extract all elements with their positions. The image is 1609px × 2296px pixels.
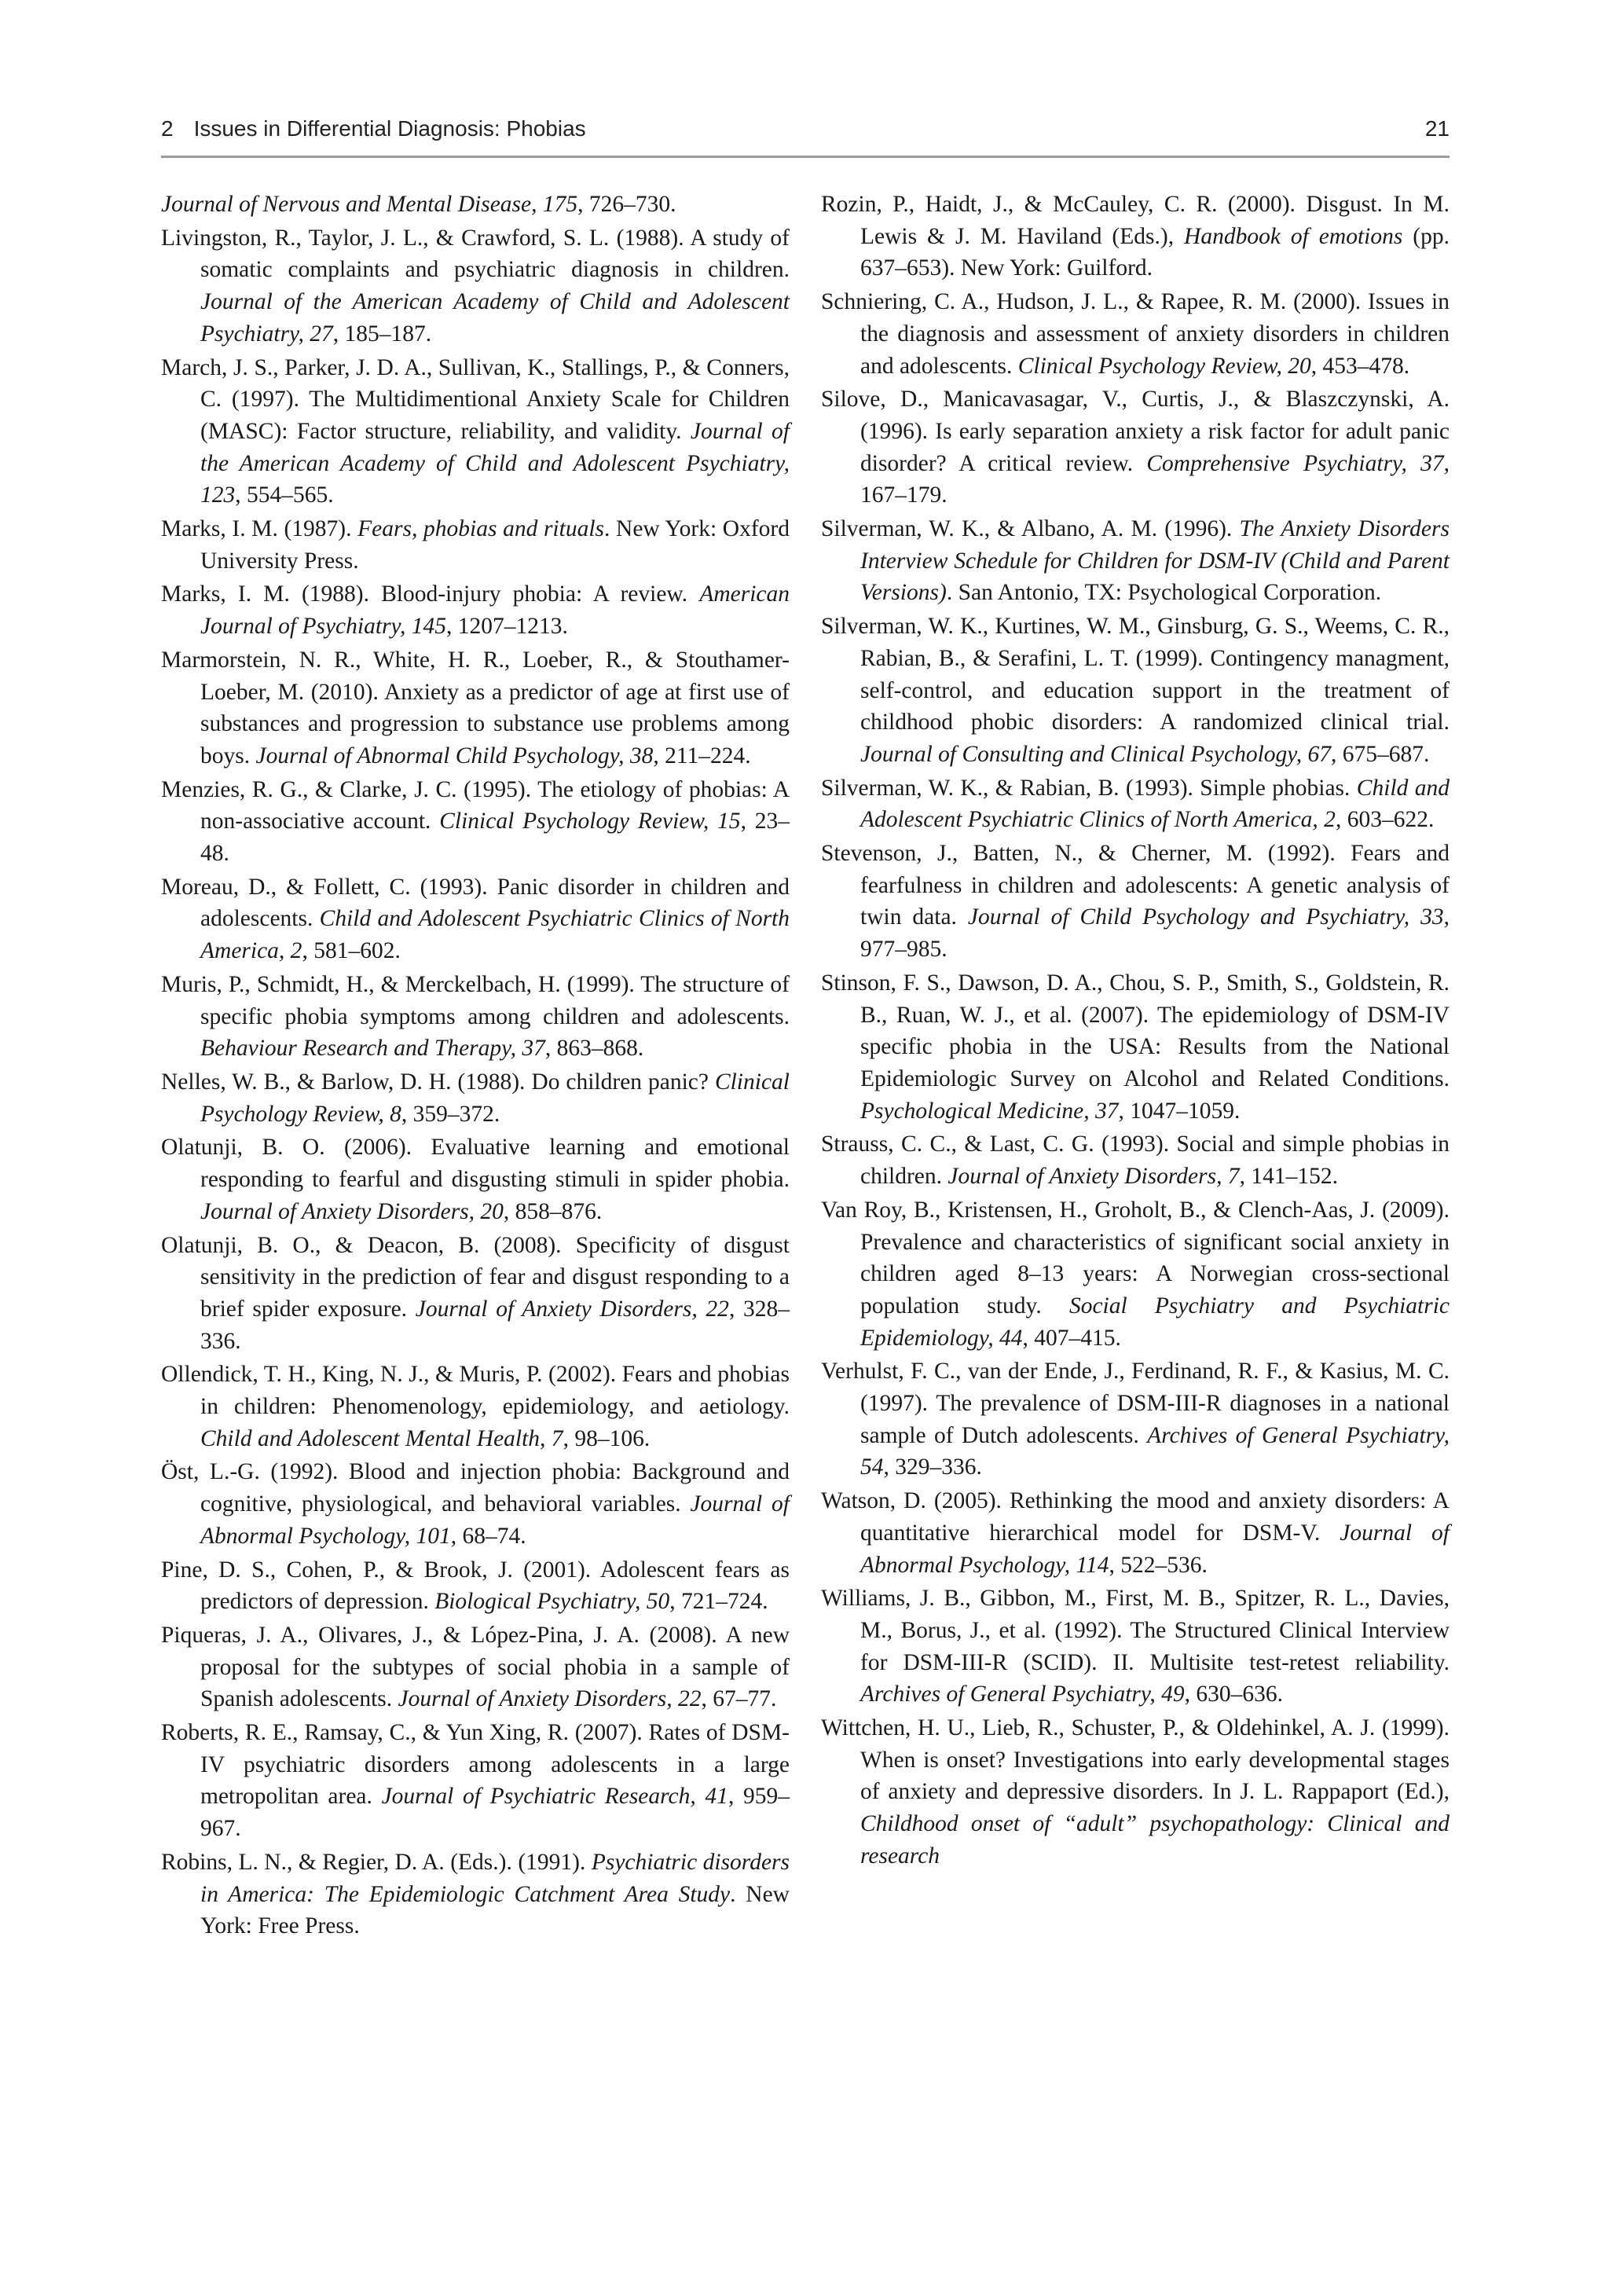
reference-source-italic: Journal of Anxiety Disorders, 20 — [200, 1198, 504, 1224]
reference-entry — [821, 513, 1450, 609]
reference-text: , 329–336. — [883, 1454, 982, 1480]
reference-entry — [821, 1712, 1450, 1872]
reference-text: , 1047–1059. — [1118, 1098, 1241, 1124]
reference-text: Verhulst, F. C., van der Ende, J., Ferdinand, R. F., & Kasius, M. C. (1997). The prevalence of DSM-III-R diagnoses in a national sample of Dutch adolescents. — [821, 1359, 1450, 1448]
reference-text: . New York: Oxford University Press. — [200, 516, 790, 574]
reference-entry — [821, 611, 1450, 771]
reference-entry — [821, 383, 1450, 512]
reference-source-italic: The Anxiety Disorders Interview Schedule for Children for DSM-IV (Child and Parent Versions) — [860, 516, 1450, 606]
reference-entry — [161, 578, 790, 642]
reference-text: Muris, P., Schmidt, H., & Merckelbach, H. (1999). The structure of specific phobia symptoms among children and adolescents. — [161, 971, 790, 1029]
reference-source-italic: Clinical Psychology Review, 15 — [439, 809, 741, 834]
reference-source-italic: Comprehensive Psychiatry, 37 — [1146, 450, 1444, 476]
reference-text: Silverman, W. K., Kurtines, W. M., Ginsburg, G. S., Weems, C. R., Rabian, B., & Serafini, L. T. (1999). Contingency managment, self-control, and education support in the treatment of childhood phobic disorders: A randomized clinical trial. — [821, 614, 1450, 735]
reference-text: , 630–636. — [1184, 1682, 1284, 1707]
reference-source-italic: Journal of Anxiety Disorders, 7 — [947, 1164, 1240, 1190]
reference-text: , 167–179. — [860, 450, 1450, 508]
reference-text: , 554–565. — [235, 482, 334, 508]
reference-text: Pine, D. S., Cohen, P., & Brook, J. (2001). Adolescent fears as predictors of depression. — [161, 1557, 790, 1615]
reference-text: . San Antonio, TX: Psychological Corporation. — [946, 580, 1382, 606]
reference-text: , 453–478. — [1310, 353, 1410, 379]
reference-source-italic: Journal of Nervous and Mental Disease, 175 — [161, 192, 578, 217]
reference-source-italic: Archives of General Psychiatry, 49 — [860, 1682, 1185, 1707]
reference-entry — [161, 222, 790, 350]
reference-text: March, J. S., Parker, J. D. A., Sullivan, K., Stallings, P., & Conners, C. (1997). The Multidimentional Anxiety Scale for Children (MASC): Factor structure, reliability, and validity. — [161, 354, 790, 444]
reference-source-italic: Behaviour Research and Therapy, 37 — [200, 1036, 545, 1062]
reference-source-italic: Social Psychiatry and Psychiatric Epidemiology, 44 — [860, 1293, 1450, 1351]
reference-text: Marks, I. M. (1988). Blood-injury phobia: A review. — [161, 581, 700, 607]
reference-text: Moreau, D., & Follett, C. (1993). Panic disorder in children and adolescents. — [161, 874, 790, 932]
reference-text: Van Roy, B., Kristensen, H., Groholt, B., & Clench-Aas, J. (2009). Prevalence and characteristics of significant social anxiety in children aged 8–13 years: A Norwegian cross-sectional population study. — [821, 1197, 1450, 1319]
reference-entry — [821, 1485, 1450, 1581]
reference-source-italic: Journal of Abnormal Child Psychology, 38 — [255, 743, 654, 768]
references-right-column — [821, 189, 1450, 1874]
reference-entry — [821, 967, 1450, 1128]
reference-text: Livingston, R., Taylor, J. L., & Crawford, S. L. (1988). A study of somatic complaints and psychiatric diagnosis in children. — [161, 225, 790, 283]
reference-source-italic: Child and Adolescent Mental Health, 7 — [200, 1425, 563, 1451]
reference-entry — [161, 644, 790, 772]
reference-source-italic: Child and Adolescent Psychiatric Clinics of North America, 2 — [200, 906, 790, 964]
references-left-column — [161, 189, 790, 1944]
reference-text: Marmorstein, N. R., White, H. R., Loeber, R., & Stouthamer-Loeber, M. (2010). Anxiety as a predictor of age at first use of substances and progression to substance use problems among boys. — [161, 647, 790, 768]
reference-source-italic: Journal of Abnormal Psychology, 101 — [200, 1491, 790, 1549]
page-number: 21 — [1424, 116, 1450, 141]
reference-source-italic: Handbook of emotions — [1184, 223, 1403, 249]
reference-source-italic: Fears, phobias and rituals — [357, 516, 605, 542]
reference-entry — [161, 1619, 790, 1715]
reference-text: Williams, J. B., Gibbon, M., First, M. B., Spitzer, R. L., Davies, M., Borus, J., et al. (1992). The Structured Clinical Interview for DSM-III-R (SCID). II. Multisite test-retest reliability. — [821, 1586, 1450, 1675]
reference-text: Silverman, W. K., & Albano, A. M. (1996). — [821, 516, 1240, 542]
reference-entry — [821, 1194, 1450, 1355]
reference-source-italic: Journal of the American Academy of Child and Adolescent Psychiatry, 123 — [200, 418, 790, 508]
reference-entry — [161, 352, 790, 512]
reference-source-italic: Journal of the American Academy of Child and Adolescent Psychiatry, 27 — [200, 289, 790, 347]
reference-text: Stevenson, J., Batten, N., & Cherner, M. (1992). Fears and fearfulness in children and adolescents: A genetic analysis of twin data. — [821, 841, 1450, 930]
reference-text: , 977–985. — [860, 904, 1450, 963]
reference-text: , 858–876. — [503, 1198, 603, 1224]
reference-entry — [821, 286, 1450, 382]
reference-text: Strauss, C. C., & Last, C. G. (1993). Social and simple phobias in children. — [821, 1131, 1450, 1190]
reference-text: Menzies, R. G., & Clarke, J. C. (1995). The etiology of phobias: A non-associative account. — [161, 776, 790, 834]
reference-source-italic: Journal of Child Psychology and Psychiatry, 33 — [967, 904, 1444, 930]
header-rule — [161, 156, 1450, 158]
reference-entry — [161, 871, 790, 967]
reference-text: Marks, I. M. (1987). — [161, 516, 358, 542]
reference-text: (pp. 637–653). New York: Guilford. — [860, 223, 1450, 281]
reference-source-italic: Psychological Medicine, 37 — [860, 1098, 1119, 1124]
reference-source-italic: Journal of Psychiatric Research, 41 — [381, 1784, 728, 1810]
reference-text: , 359–372. — [401, 1101, 500, 1127]
reference-entry — [161, 1359, 790, 1454]
reference-source-italic: Biological Psychiatry, 50 — [434, 1589, 670, 1615]
running-header-left — [161, 116, 586, 141]
reference-entry — [161, 1066, 790, 1130]
reference-entry — [161, 1717, 790, 1845]
reference-text: Silverman, W. K., & Rabian, B. (1993). Simple phobias. — [821, 775, 1357, 801]
reference-text: , 211–224. — [653, 743, 751, 768]
reference-source-italic: American Journal of Psychiatry, 145 — [200, 581, 790, 640]
reference-entry — [161, 969, 790, 1065]
reference-text: Olatunji, B. O., & Deacon, B. (2008). Specificity of disgust sensitivity in the prediction of fear and disgust responding to a brief spider exposure. — [161, 1232, 790, 1322]
chapter-number: 2 — [161, 116, 174, 141]
reference-text: Nelles, W. B., & Barlow, D. H. (1988). Do children panic? — [161, 1069, 715, 1095]
reference-source-italic: Archives of General Psychiatry, 54 — [860, 1422, 1450, 1480]
reference-text: Olatunji, B. O. (2006). Evaluative learning and emotional responding to fearful and disgusting stimuli in spider phobia. — [161, 1135, 790, 1193]
reference-entry — [821, 1355, 1450, 1484]
reference-text: , 141–152. — [1239, 1164, 1338, 1190]
reference-text: Piqueras, J. A., Olivares, J., & López-Pina, J. A. (2008). A new proposal for the subtypes of social phobia in a sample of Spanish adolescents. — [161, 1622, 790, 1712]
reference-entry — [161, 513, 790, 577]
reference-entry — [161, 189, 790, 221]
reference-source-italic: Clinical Psychology Review, 20 — [1017, 353, 1311, 379]
reference-entry — [161, 1847, 790, 1942]
reference-entry — [821, 1128, 1450, 1192]
reference-text: , 67–77. — [701, 1686, 777, 1712]
reference-entry — [821, 1583, 1450, 1711]
reference-text: Roberts, R. E., Ramsay, C., & Yun Xing, R. (2007). Rates of DSM-IV psychiatric disorders among adolescents in a large metropolitan area. — [161, 1720, 790, 1810]
reference-entry — [161, 774, 790, 870]
reference-text: . New York: Free Press. — [200, 1881, 790, 1939]
reference-source-italic: Journal of Abnormal Psychology, 114 — [860, 1520, 1450, 1578]
reference-text: Schniering, C. A., Hudson, J. L., & Rapee, R. M. (2000). Issues in the diagnosis and assessment of anxiety disorders in children and adolescents. — [821, 289, 1450, 379]
reference-text: , 721–724. — [669, 1589, 768, 1615]
reference-text: , 863–868. — [544, 1036, 644, 1062]
reference-text: Wittchen, H. U., Lieb, R., Schuster, P., & Oldehinkel, A. J. (1999). When is onset? Investigations into early developmental stages of anxiety and depressive disorders. In J. L. Rappaport (Ed.), — [821, 1715, 1450, 1805]
reference-text: , 328–336. — [200, 1296, 790, 1354]
reference-text: Watson, D. (2005). Rethinking the mood and anxiety disorders: A quantitative hierarchical model for DSM-V. — [821, 1488, 1450, 1546]
reference-entry — [161, 1456, 790, 1552]
reference-text: Stinson, F. S., Dawson, D. A., Chou, S. P., Smith, S., Goldstein, R. B., Ruan, W. J., et al. (2007). The epidemiology of DSM-IV specific phobia in the USA: Results from the National Epidemiologic Survey on Alcohol and Related Conditions. — [821, 970, 1450, 1091]
reference-text: , 185–187. — [332, 321, 432, 347]
reference-source-italic: Child and Adolescent Psychiatric Clinics of North America, 2 — [860, 775, 1450, 833]
reference-source-italic: Journal of Consulting and Clinical Psychology, 67 — [860, 741, 1331, 767]
reference-text: Silove, D., Manicavasagar, V., Curtis, J., & Blaszczynski, A. (1996). Is early separation anxiety a risk factor for adult panic disorder? A critical review. — [821, 387, 1450, 476]
chapter-title: Issues in Differential Diagnosis: Phobias — [193, 116, 586, 141]
reference-text: , 675–687. — [1331, 741, 1430, 767]
reference-entry — [821, 189, 1450, 284]
reference-text: Robins, L. N., & Regier, D. A. (Eds.). (1991). — [161, 1849, 592, 1875]
reference-text: , 68–74. — [450, 1523, 526, 1549]
reference-source-italic: Journal of Anxiety Disorders, 22 — [398, 1686, 702, 1712]
reference-text: , 726–730. — [577, 192, 676, 217]
reference-text: Ollendick, T. H., King, N. J., & Muris, P. (2002). Fears and phobias in children: Phenomenology, epidemiology, and aetiology. — [161, 1362, 790, 1420]
reference-text: , 98–106. — [563, 1425, 651, 1451]
reference-source-italic: Childhood onset of “adult” psychopathology: Clinical and research — [860, 1811, 1450, 1869]
reference-text: , 581–602. — [302, 938, 401, 964]
reference-entry — [161, 1554, 790, 1618]
reference-text: Rozin, P., Haidt, J., & McCauley, C. R. (2000). Disgust. In M. Lewis & J. M. Haviland (Eds.), — [821, 192, 1450, 249]
running-header — [161, 110, 1450, 157]
reference-entry — [821, 838, 1450, 966]
reference-entry — [821, 772, 1450, 836]
reference-text: , 1207–1213. — [446, 614, 568, 640]
reference-entry — [161, 1131, 790, 1227]
reference-text: , 23–48. — [200, 809, 790, 867]
reference-text: , 959–967. — [200, 1784, 790, 1842]
reference-text: , 407–415. — [1022, 1325, 1121, 1351]
reference-source-italic: Journal of Anxiety Disorders, 22 — [415, 1296, 729, 1322]
reference-text: , 603–622. — [1335, 807, 1435, 833]
reference-entry — [161, 1230, 790, 1358]
reference-text: , 522–536. — [1109, 1552, 1208, 1578]
reference-text: Öst, L.-G. (1992). Blood and injection phobia: Background and cognitive, physiological, and behavioral variables. — [161, 1459, 790, 1517]
reference-source-italic: Psychiatric disorders in America: The Epidemiologic Catchment Area Study — [200, 1849, 790, 1907]
reference-source-italic: Clinical Psychology Review, 8 — [200, 1069, 790, 1127]
